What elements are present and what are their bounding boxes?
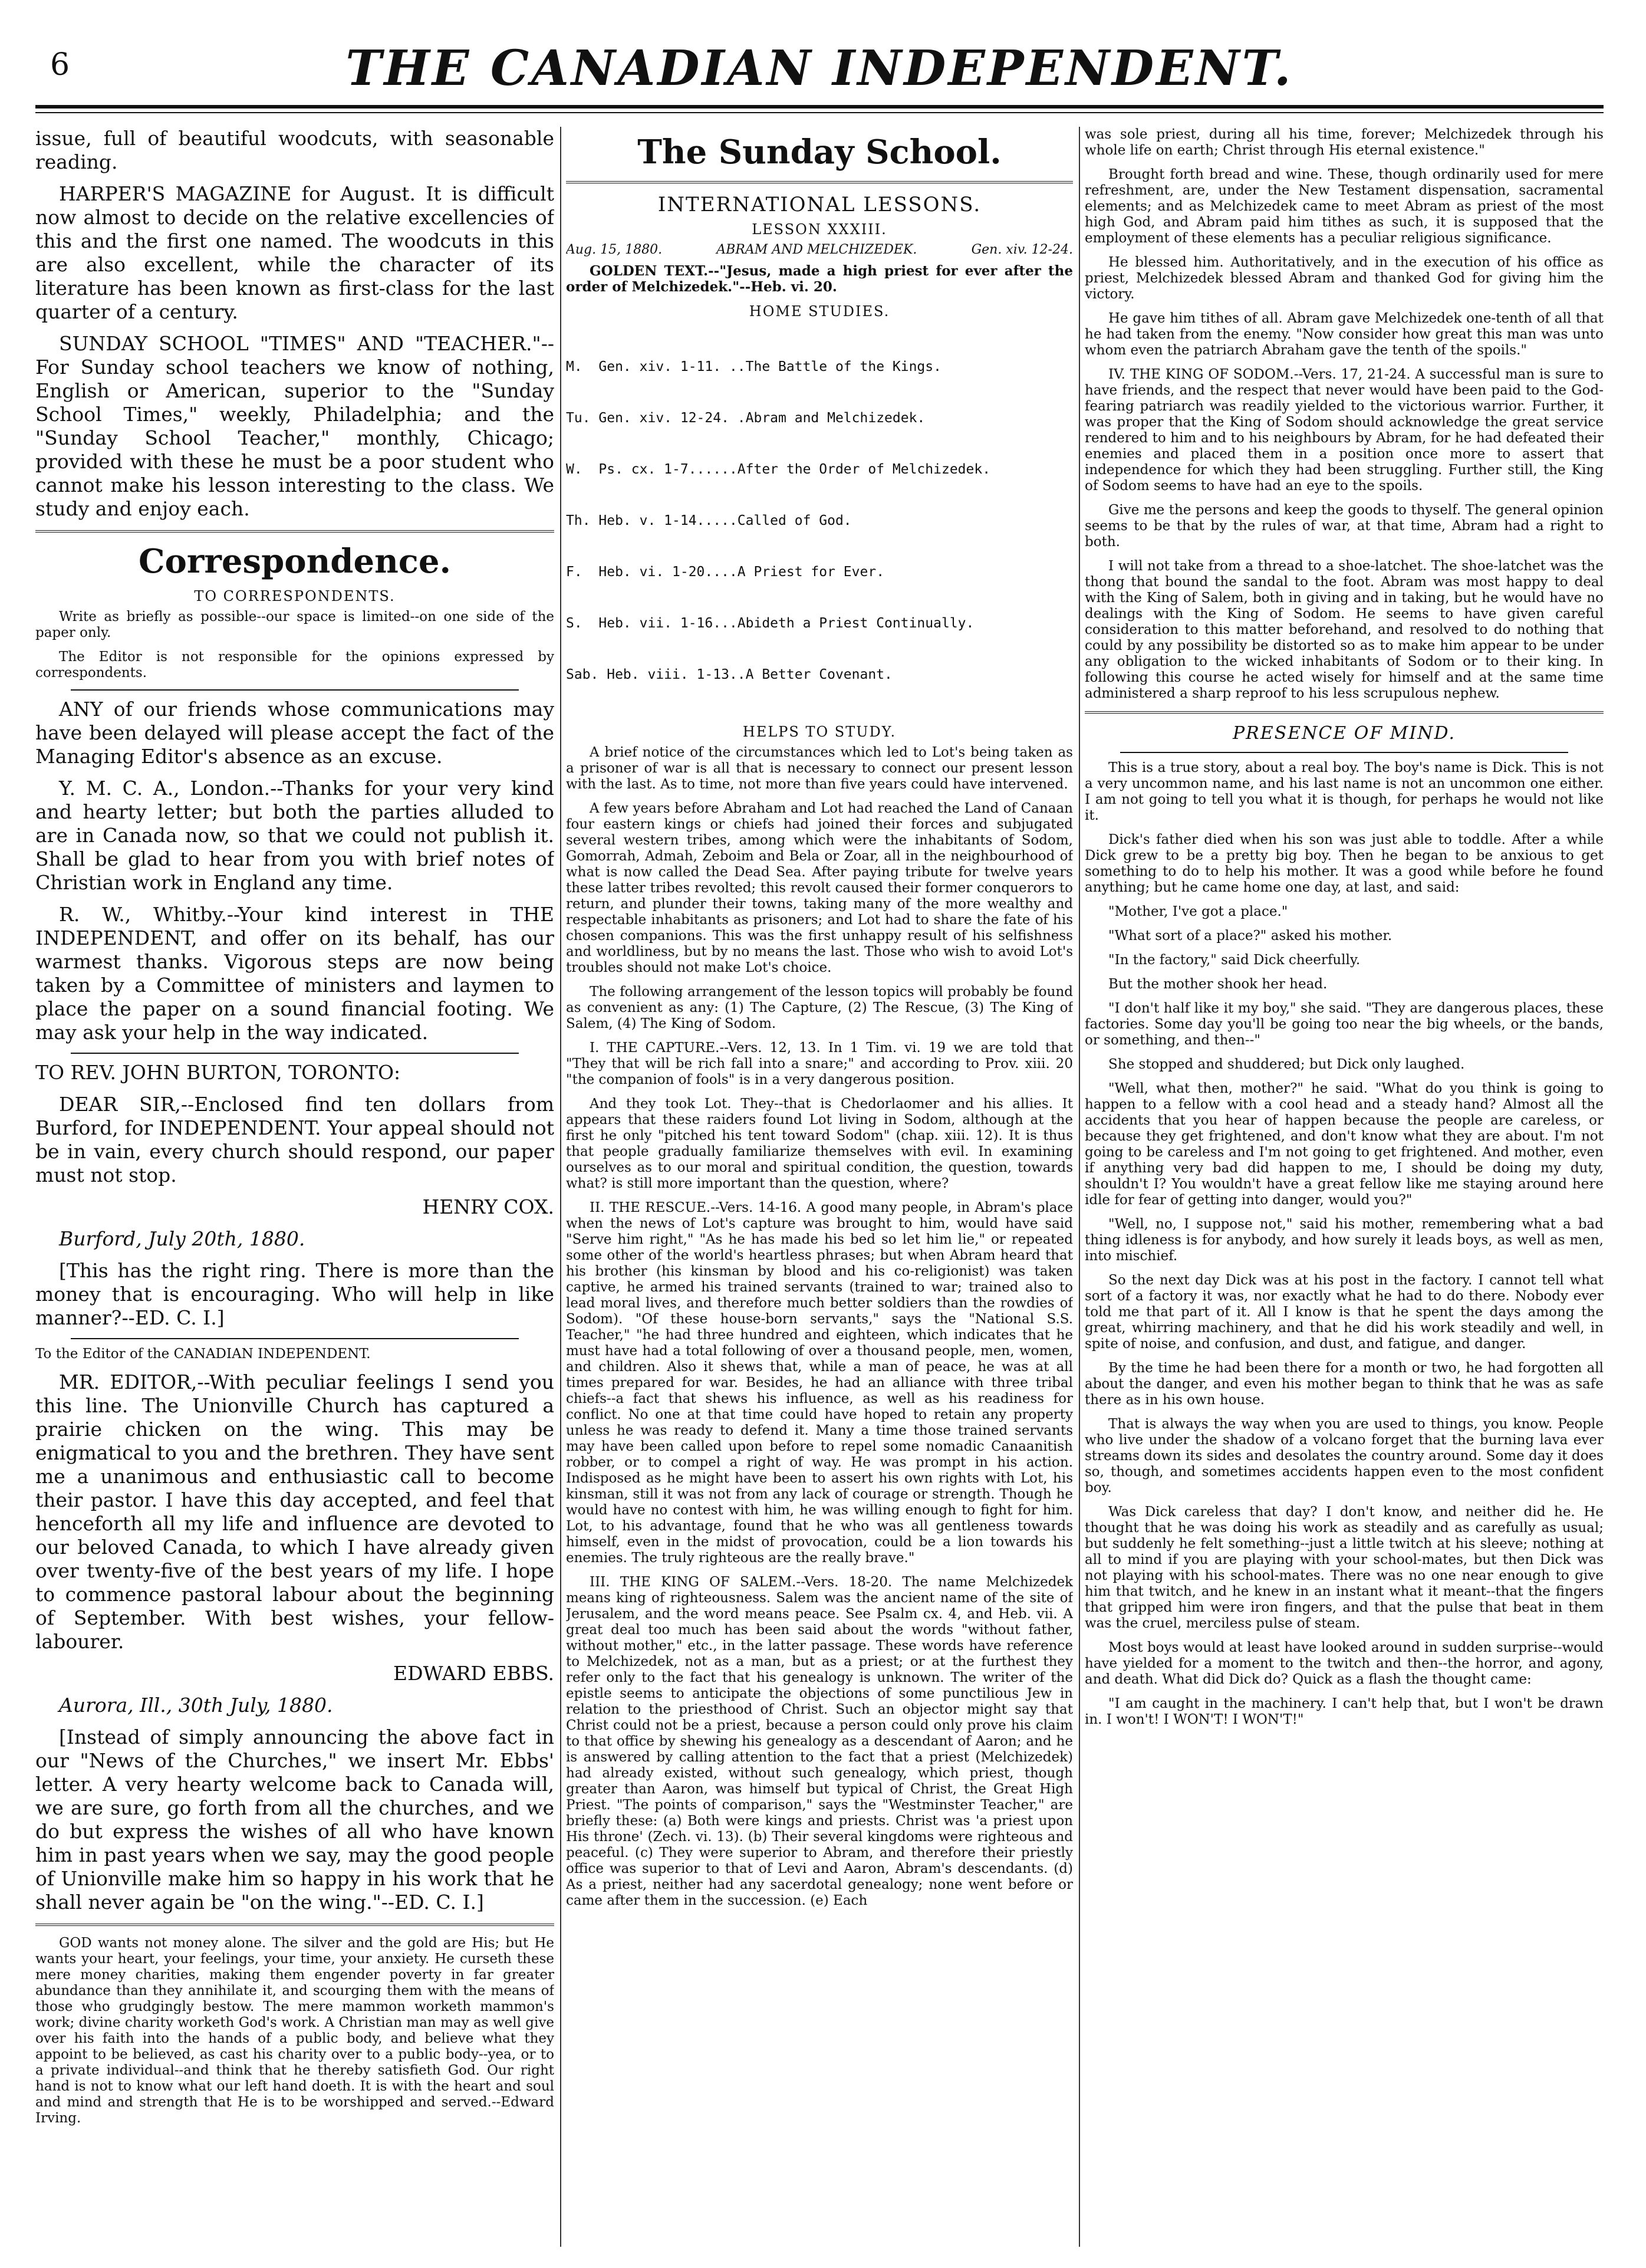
divider	[71, 1338, 519, 1339]
story-paragraph: "Mother, I've got a place."	[1108, 904, 1288, 919]
paragraph: He blessed him. Authoritatively, and in the execution of his office as priest, Melchizedek blessed Abram and thanked God for giving him the victory.	[1085, 255, 1604, 302]
column-middle	[566, 127, 1073, 2247]
column-right	[1085, 127, 1604, 2247]
story-paragraph: Dick's father died when his son was just able to toddle. After a while Dick grew to be a pretty big boy. Then he began to be anxious to get something to do to help his mother. It was a good while before he found anything; but he came home one day, at last, and said:	[1085, 832, 1604, 895]
story-paragraph: "I am caught in the machinery. I can't help that, but I won't be drawn in. I won't! I WON'T! I WON'T!"	[1085, 1696, 1604, 1727]
list-item: S. Heb. vii. 1-16...Abideth a Priest Continually.	[566, 616, 975, 631]
paragraph: And they took Lot. They--that is Chedorlaomer and his allies. It appears that these raiders found Lot living in Sodom, although at the first he only "pitched his tent toward Sodom" (chap. xiii. 12). It is thus that people gradually familiarize themselves with evil. In examining ourselves as to our moral and spiritual condition, the question, towards what? is still more important than the question, where?	[566, 1096, 1073, 1191]
list-item: Th. Heb. v. 1-14.....Called of God.	[566, 513, 852, 528]
quotation: GOD wants not money alone. The silver and the gold are His; but He wants your heart, your feelings, your time, your anxiety. He curseth these mere money charities, making them engender poverty in far greater abundance than they annihilate it, and scourging them with the means of those who grudgingly bestow. The mere mammon worketh mammon's work; divine charity worketh God's work. A Christian man may as well give over his faith into the hands of a public body, and believe what they appoint to be believed, as cast his charity over to a public body--yea, or to a private individual--and think that he thereby satisfieth God. Our right hand is not to know what our left hand doeth. It is with the heart and soul and mind and strength that He is to be worshipped and served.--Edward Irving.	[35, 1935, 554, 2126]
dateline: Burford, July 20th, 1880.	[59, 1227, 305, 1250]
signature: EDWARD EBBS.	[393, 1662, 554, 1685]
story-paragraph: She stopped and shuddered; but Dick only laughed.	[1108, 1057, 1465, 1072]
divider	[71, 1053, 519, 1054]
divider	[1120, 752, 1568, 753]
column-divider	[560, 127, 561, 2247]
story-paragraph: Was Dick careless that day? I don't know, and neither did he. He thought that he was doing his work as steadily and as carefully as usual; but suddenly he felt something--just a little twitch at his sleeve; nothing at all to mind if you are playing with your school-mates, but then Dick was not playing with his school-mates. There was no one near enough to give him that twitch, and he knew in an instant what it meant--that the fingers that gripped him were iron fingers, and that the pulse that beat in them was the cruel, merciless pulse of steam.	[1085, 1504, 1604, 1631]
paragraph: II. THE RESCUE.--Vers. 14-16. A good many people, in Abram's place when the news of Lot's capture was brought to him, would have said "Serve him right," "As he has made his bed so let him lie," or repeated some other of the world's heartless phrases; but when Abram heard that his brother (his kinsman by blood and his co-religionist) was taken captive, he armed his trained servants (trained to war; trained also to lead moral lives, and therefore much better soldiers than the rowdies of Sodom). "Of these house-born servants," says the "National S.S. Teacher," "he had three hundred and eighteen, which indicates that he must have had a total following of over a thousand people, men, women, and children. Also it shews that, while a man of peace, he was at all times prepared for war. Besides, he had an alliance with three tribal chiefs--a fact that shews his influence, as well as his readiness for conflict. No one at that time could have hoped to retain any property unless he was ready to defend it. Many a time those trained servants may have been called upon before to repel some nomadic Canaanitish robber, or to compel a right of way. He was prompt in his action. Indisposed as he might have been to assert his own rights with Lot, his kinsman, still it was not from any lack of courage or strength. Though he would have no contest with him, he was willing enough to fight for him. Lot, to his advantage, found that he who was all gentleness towards himself, even in the midst of provocation, could be a lion towards his enemies. The truly righteous are the really brave."	[566, 1200, 1073, 1566]
lesson-line	[566, 242, 1073, 257]
section-divider	[35, 530, 554, 533]
golden-text: GOLDEN TEXT.--"Jesus, made a high priest for ever after the order of Melchizedek."--Heb. vi. 20.	[566, 263, 1073, 295]
paragraph: HARPER'S MAGAZINE for August. It is difficult now almost to decide on the relative excellencies of this and the first one named. The woodcuts in this are also excellent, while the character of its literature has been known as first-class for the last quarter of a century.	[35, 182, 554, 323]
paragraph: IV. THE KING OF SODOM.--Vers. 17, 21-24. A successful man is sure to have friends, and the respect that never would have been paid to the God-fearing patriarch was readily yielded to the victorious warrior. Further, it was proper that the King of Sodom should acknowledge the great service rendered to him and to his neighbours by Abram, for he had defeated their enemies and placed them in a position once more to assert that independence for which they had been struggling. Further still, the King of Sodom seems to have had an eye to the spoils.	[1085, 367, 1604, 494]
editor-note: [Instead of simply announcing the above fact in our "News of the Churches," we insert Mr. Ebbs' letter. A very hearty welcome back to Canada will, we are sure, go forth from all the churches, and we do but express the wishes of all who have known him in past years when we say, may the good people of Unionville make him so happy in his work that he shall never again be "on the wing."--ED. C. I.]	[35, 1725, 554, 1914]
story-paragraph: "Well, what then, mother?" he said. "What do you think is going to happen to a fellow with a cool head and a steady hand? Almost all the accidents that you hear of happen because the people are careless, or because they get frightened, and don't know what they are about. I'm not going to be careless and I'm not going to get frightened. And mother, even if anything very bad did happen to me, I should be doing my duty, shouldn't I? You wouldn't have a great fellow like me staying around here idle for fear of getting into danger, would you?"	[1085, 1081, 1604, 1208]
section-divider	[1085, 711, 1604, 714]
letter-body: MR. EDITOR,--With peculiar feelings I send you this line. The Unionville Church has captured a prairie chicken on the wing. This may be enigmatical to you and the brethren. They have sent me a unanimous and enthusiastic call to become their pastor. I have this day accepted, and feel that henceforth all my life and influence are devoted to our beloved Canada, to which I have already given over twenty-five of the best years of my life. I hope to commence pastoral labour about the beginning of September. With best wishes, your fellow-labourer.	[35, 1370, 554, 1653]
subheading: HOME STUDIES.	[749, 303, 890, 320]
story-title: PRESENCE OF MIND.	[1232, 723, 1456, 744]
dateline: Aurora, Ill., 30th July, 1880.	[59, 1694, 333, 1717]
paragraph: I. THE CAPTURE.--Vers. 12, 13. In 1 Tim. vi. 19 we are told that "They that will be rich fall into a snare;" and according to Prov. xiii. 20 "the companion of fools" is in a very dangerous position.	[566, 1040, 1073, 1087]
paragraph: was sole priest, during all his time, forever; Melchizedek through his whole life on earth; Christ through His eternal existence."	[1085, 127, 1604, 158]
paragraph: Y. M. C. A., London.--Thanks for your very kind and hearty letter; but both the parties alluded to are in Canada now, so that we could not publish it. Shall be glad to hear from you with brief notes of Christian work in England any time.	[35, 777, 554, 894]
page-number: 6	[50, 47, 70, 83]
paragraph: R. W., Whitby.--Your kind interest in THE INDEPENDENT, and offer on its behalf, has our warmest thanks. Vigorous steps are now being taken by a Committee of ministers and laymen to place the paper on a sound financial footing. We may ask your help in the way indicated.	[35, 903, 554, 1044]
column-left	[35, 127, 554, 2247]
paragraph: I will not take from a thread to a shoe-latchet. The shoe-latchet was the thong that bound the sandal to the foot. Abram was most happy to deal with the King of Salem, both in giving and in taking, but he would have no dealings with the King of Sodom. He seems to have given careful consideration to this matter beforehand, and resolved to do nothing that could by any possibility be distorted so as to make him appear to be under any obligation to the wicked inhabitants of Sodom or to their king. In following this course he acted wisely for himself and at the same time administered a sharp reproof to his less scrupulous nephew.	[1085, 558, 1604, 701]
paragraph: A few years before Abraham and Lot had reached the Land of Canaan four eastern kings or chiefs had joined their forces and subjugated several western tribes, among which were the inhabitants of Sodom, Gomorrah, Admah, Zeboim and Bela or Zoar, all in the neighbourhood of what is now called the Dead Sea. After paying tribute for twelve years these latter tribes revolted; this revolt caused their former conquerors to return, and plunder their towns, taking many of the more wealthy and respectable inhabitants as prisoners; and Lot had to share the fate of his chosen companions. This was the first unhappy result of his selfishness and worldliness, but by no means the last. Those who wish to avoid Lot's troubles should not make Lot's choice.	[566, 801, 1073, 975]
paragraph: III. THE KING OF SALEM.--Vers. 18-20. The name Melchizedek means king of righteousness. Salem was the ancient name of the site of Jerusalem, and the word means peace. See Psalm cx. 4, and Heb. vii. A great deal too much has been said about the words "without father, without mother," etc., in the latter passage. These words have reference to Melchizedek, not as a man, but as a priest; or at the furthest they refer only to the fact that his genealogy is unknown. The writer of the epistle seems to anticipate the objections of some punctilious Jew in relation to the priesthood of Christ. Such an objector might say that Christ could not be a priest, because a person could only prove his claim to that office by shewing his genealogy as a descendant of Aaron; and he is answered by calling attention to the fact that a priest (Melchizedek) had already existed, without such genealogy, which priest, though greater than Aaron, was himself but typical of Christ, the Great High Priest. "The points of comparison," says the "Westminster Teacher," are briefly these: (a) Both were kings and priests. Christ was 'a priest upon His throne' (Zech. vi. 13). (b) Their several kingdoms were righteous and peaceful. (c) They were superior to Abram, and therefore their priestly office was superior to that of Levi and Aaron, Abram's descendants. (d) As a priest, neither had any sacerdotal genealogy; none went before or came after them in the succession. (e) Each	[566, 1575, 1073, 1908]
story-paragraph: By the time he had been there for a month or two, he had forgotten all about the danger, and even his mother began to think that he was as safe there as in his own house.	[1085, 1360, 1604, 1408]
story-paragraph: But the mother shook her head.	[1108, 977, 1328, 992]
lesson-date: Aug. 15, 1880.	[566, 242, 663, 257]
divider	[71, 689, 519, 691]
letter-body: DEAR SIR,--Enclosed find ten dollars from Burford, for INDEPENDENT. Your appeal should not be in vain, every church should respond, our paper must not stop.	[35, 1093, 554, 1186]
list-item: Tu. Gen. xiv. 12-24. .Abram and Melchizedek.	[566, 410, 926, 426]
paragraph: A brief notice of the circumstances which led to Lot's being taken as a prisoner of war is all that is necessary to connect our present lesson with the last. As to time, not more than five years could have intervened.	[566, 745, 1073, 792]
masthead-rule-thin	[35, 112, 1604, 113]
notice: Write as briefly as possible--our space is limited--on one side of the paper only.	[35, 609, 554, 640]
subheading: TO CORRESPONDENTS.	[194, 588, 396, 604]
letter-address: To the Editor of the CANADIAN INDEPENDENT.	[35, 1346, 371, 1362]
newspaper-page	[35, 24, 1604, 2247]
editor-note: [This has the right ring. There is more than the money that is encouraging. Who will help in like manner?--ED. C. I.]	[35, 1259, 554, 1329]
signature: HENRY COX.	[422, 1195, 554, 1218]
section-heading: The Sunday School.	[637, 133, 1002, 172]
subheading: HELPS TO STUDY.	[742, 724, 897, 740]
list-item: W. Ps. cx. 1-7......After the Order of Melchizedek.	[566, 462, 991, 477]
list-item: M. Gen. xiv. 1-11. ..The Battle of the Kings.	[566, 359, 941, 374]
story-paragraph: Most boys would at least have looked around in sudden surprise--would have yielded for a moment to the twitch and then--the horror, and agony, and death. What did Dick do? Quick as a flash the thought came:	[1085, 1640, 1604, 1687]
story-paragraph: This is a true story, about a real boy. The boy's name is Dick. This is not a very uncommon name, and his last name is not an uncommon one either. I am not going to tell you what it is though, for perhaps he would not like it.	[1085, 760, 1604, 823]
newspaper-title: THE CANADIAN INDEPENDENT.	[345, 40, 1293, 97]
story-paragraph: "What sort of a place?" asked his mother.	[1108, 928, 1392, 944]
story-paragraph: So the next day Dick was at his post in the factory. I cannot tell what sort of a factory it was, nor exactly what he had to do there. Nobody ever told me that part of it. All I know is that he spent the days among the great, whirring machinery, and that he did his work steadily and well, in spite of noise, and confusion, and dust, and fatigue, and danger.	[1085, 1273, 1604, 1352]
story-paragraph: "I don't half like it my boy," she said. "They are dangerous places, these factories. Some day you'll be going too near the big wheels, or the bands, or something, and then--"	[1085, 1001, 1604, 1048]
story-paragraph: "Well, no, I suppose not," said his mother, remembering what a bad thing idleness is for anybody, and how surely it leads boys, as well as men, into mischief.	[1085, 1217, 1604, 1264]
story-paragraph: "In the factory," said Dick cheerfully.	[1108, 952, 1361, 968]
home-studies-list	[566, 324, 1073, 718]
paragraph: ANY of our friends whose communications may have been delayed will please accept the fact of the Managing Editor's absence as an excuse.	[35, 698, 554, 768]
masthead-rule	[35, 105, 1604, 109]
subheading: INTERNATIONAL LESSONS.	[657, 193, 982, 216]
letter-address: TO REV. JOHN BURTON, TORONTO:	[35, 1061, 401, 1084]
paragraph: The following arrangement of the lesson topics will probably be found as convenient as any: (1) The Capture, (2) The Rescue, (3) The King of Salem, (4) The King of Sodom.	[566, 984, 1073, 1031]
paragraph: He gave him tithes of all. Abram gave Melchizedek one-tenth of all that he had taken from the enemy. "Now consider how great this man was unto whom even the patriarch Abraham gave the tenth of the spoils."	[1085, 311, 1604, 358]
section-divider	[35, 1924, 554, 1926]
paragraph: Brought forth bread and wine. These, though ordinarily used for mere refreshment, are, under the New Testament dispensation, sacramental elements; and as Melchizedek came to meet Abram as priest of the most high God, and Abram paid him tithes as such, it is supposed that the employment of these elements has a peculiar religious significance.	[1085, 167, 1604, 246]
notice: The Editor is not responsible for the opinions expressed by correspondents.	[35, 649, 554, 681]
column-divider	[1079, 127, 1080, 2247]
paragraph: issue, full of beautiful woodcuts, with seasonable reading.	[35, 127, 554, 173]
story-paragraph: That is always the way when you are used to things, you know. People who live under the shadow of a volcano forget that the burning lava ever streams down its sides and desolates the country around. Some day it does so, though, and sometimes accidents happen even to the most confident boy.	[1085, 1416, 1604, 1495]
paragraph: SUNDAY SCHOOL "TIMES" AND "TEACHER."--For Sunday school teachers we know of nothing, English or American, superior to the "Sunday School Times," weekly, Philadelphia; and the "Sunday School Teacher," monthly, Chicago; provided with these he must be a poor student who cannot make his lesson interesting to the class. We study and enjoy each.	[35, 332, 554, 520]
lesson-reference: Gen. xiv. 12-24.	[971, 242, 1073, 257]
lesson-number: LESSON XXXIII.	[752, 221, 887, 238]
lesson-title: ABRAM AND MELCHIZEDEK.	[716, 242, 917, 257]
list-item: Sab. Heb. viii. 1-13..A Better Covenant.	[566, 667, 893, 682]
paragraph: Give me the persons and keep the goods to thyself. The general opinion seems to be that by the rules of war, at that time, Abram had a right to both.	[1085, 502, 1604, 550]
list-item: F. Heb. vi. 1-20....A Priest for Ever.	[566, 564, 885, 580]
masthead	[35, 24, 1604, 112]
section-heading: Correspondence.	[138, 542, 452, 581]
section-divider	[566, 181, 1073, 183]
